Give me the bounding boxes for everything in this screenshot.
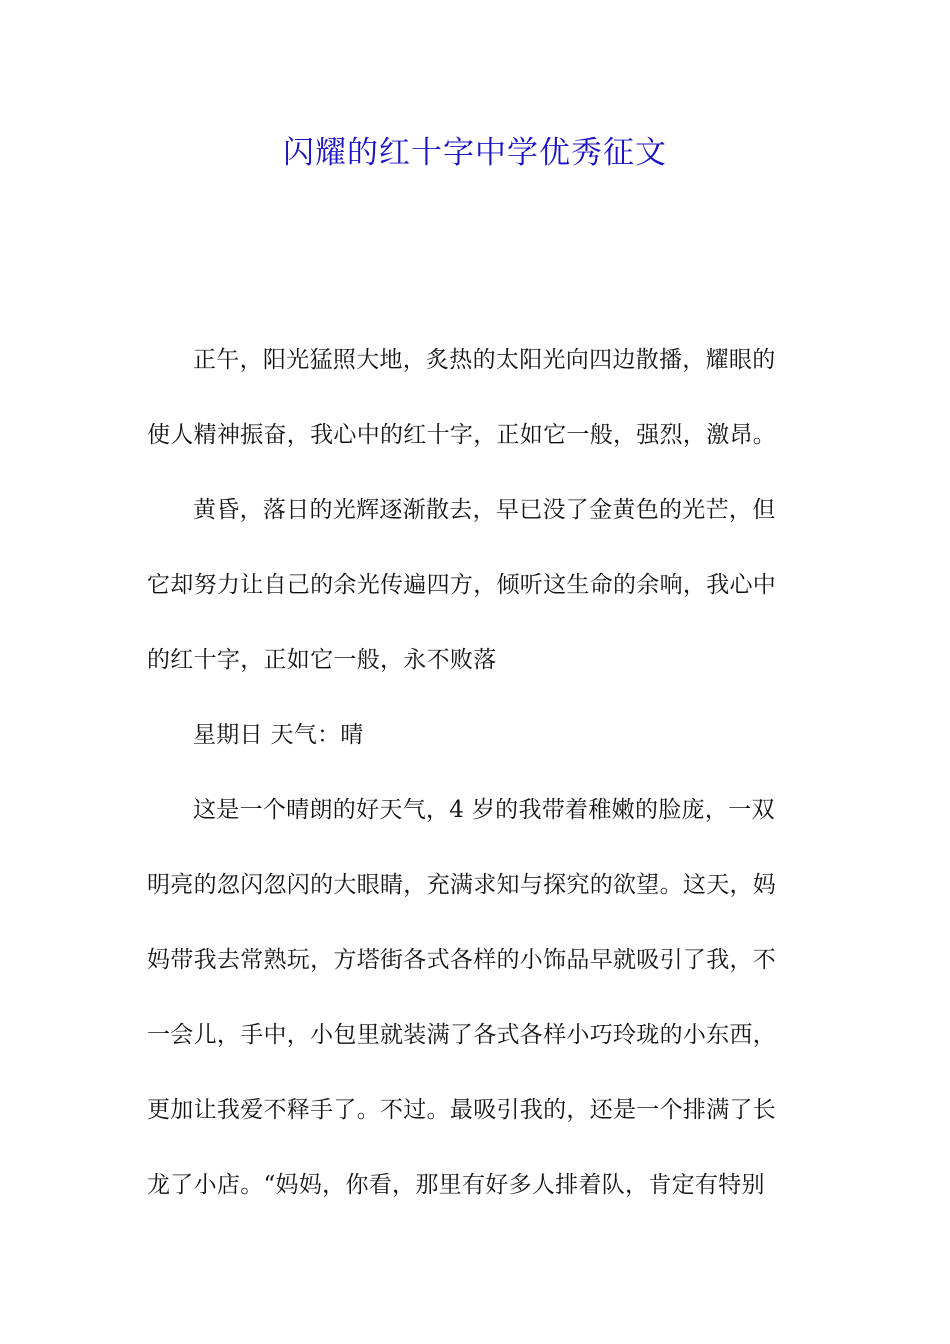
paragraph-line: 它却努力让自己的余光传遍四方，倾听这生命的余响，我心中 — [147, 572, 777, 598]
paragraph-line: 这是一个晴朗的好天气，4 岁的我带着稚嫩的脸庞，一双 — [193, 797, 775, 823]
paragraph-line: 更加让我爱不释手了。不过。最吸引我的，还是一个排满了长 — [147, 1097, 777, 1123]
paragraph-line: 龙了小店。“妈妈，你看，那里有好多人排着队，肯定有特别 — [147, 1172, 765, 1198]
paragraph-line: 黄昏，落日的光辉逐渐散去，早已没了金黄色的光芒，但 — [193, 497, 776, 523]
document-title: 闪耀的红十字中学优秀征文 — [283, 135, 667, 171]
paragraph-line: 正午，阳光猛照大地，炙热的太阳光向四边散播，耀眼的 — [193, 347, 776, 373]
paragraph-line: 妈带我去常熟玩，方塔街各式各样的小饰品早就吸引了我，不 — [147, 947, 777, 973]
paragraph-line: 星期日 天气：晴 — [193, 722, 364, 748]
paragraph-line: 明亮的忽闪忽闪的大眼睛，充满求知与探究的欲望。这天，妈 — [147, 872, 777, 898]
paragraph-line: 使人精神振奋，我心中的红十字，正如它一般，强烈，激昂。 — [147, 422, 777, 448]
paragraph-line: 一会儿，手中，小包里就装满了各式各样小巧玲珑的小东西， — [147, 1022, 777, 1048]
paragraph-line: 的红十字，正如它一般，永不败落 — [147, 647, 497, 673]
